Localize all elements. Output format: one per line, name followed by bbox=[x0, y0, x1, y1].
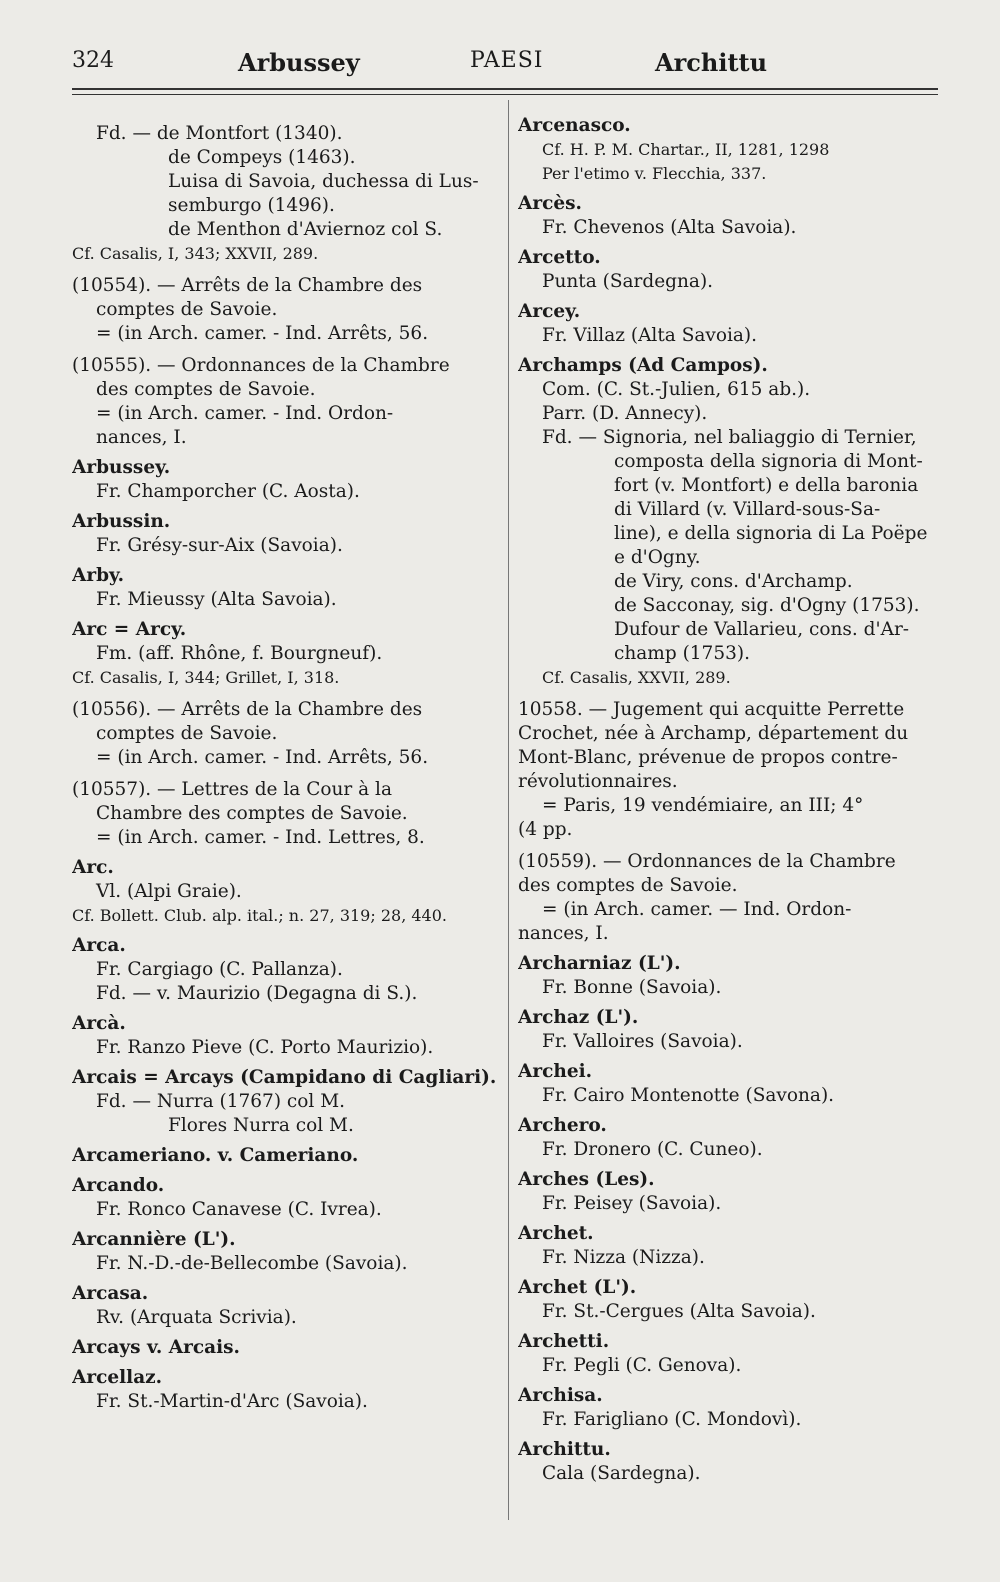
entry-line: = (in Arch. camer. - Ind. Arrêts, 56. bbox=[96, 747, 429, 768]
document-record bbox=[72, 698, 502, 770]
entry-line: Chambre des comptes de Savoie. bbox=[96, 803, 408, 824]
entry-line: (10555). — Ordonnances de la Chambre bbox=[72, 355, 450, 376]
entry-line: révolutionnaires. bbox=[518, 771, 678, 792]
entry-headword: Archero. bbox=[518, 1115, 607, 1136]
gazetteer-entry bbox=[518, 1060, 943, 1108]
entry-headword: Arcellaz. bbox=[72, 1367, 163, 1388]
header-rule-thin bbox=[72, 94, 938, 95]
entry-line: des comptes de Savoie. bbox=[96, 379, 316, 400]
entry-line: de Viry, cons. d'Archamp. bbox=[614, 571, 853, 592]
gazetteer-entry bbox=[518, 192, 943, 240]
entry-headword: Archarniaz (L'). bbox=[518, 953, 681, 974]
gazetteer-entry bbox=[72, 456, 502, 504]
entry-headword: Arcameriano. v. Cameriano. bbox=[72, 1145, 359, 1166]
entry-line: nances, I. bbox=[518, 923, 609, 944]
entry-line: Mont-Blanc, prévenue de propos contre- bbox=[518, 747, 898, 768]
entry-headword: Arca. bbox=[72, 935, 126, 956]
gazetteer-entry bbox=[72, 564, 502, 612]
entry-line: Punta (Sardegna). bbox=[542, 271, 714, 292]
entry-line: Fr. Farigliano (C. Mondovì). bbox=[542, 1409, 802, 1430]
running-header bbox=[0, 48, 1000, 82]
gazetteer-entry bbox=[72, 934, 502, 1006]
entry-headword: Archamps (Ad Campos). bbox=[518, 355, 768, 376]
entry-line: Fr. Chevenos (Alta Savoia). bbox=[542, 217, 797, 238]
gazetteer-entry bbox=[72, 618, 502, 690]
entry-line: Fr. Villaz (Alta Savoia). bbox=[542, 325, 758, 346]
left-running-head: Arbussey bbox=[238, 48, 360, 77]
document-record bbox=[72, 778, 502, 850]
entry-line: line), e della signoria di La Poëpe bbox=[614, 523, 928, 544]
document-record bbox=[518, 698, 943, 842]
entry-headword: Arcenasco. bbox=[518, 115, 631, 136]
gazetteer-entry bbox=[72, 1144, 502, 1168]
left-column bbox=[72, 114, 502, 1420]
gazetteer-entry bbox=[72, 1174, 502, 1222]
entry-headword: Arbussey. bbox=[72, 457, 171, 478]
entry-line: Flores Nurra col M. bbox=[168, 1115, 354, 1136]
reference-line: Per l'etimo v. Flecchia, 337. bbox=[542, 164, 767, 183]
section-title: PAESI bbox=[470, 48, 544, 73]
reference-line: Cf. Bollett. Club. alp. ital.; n. 27, 319; 28, 440. bbox=[72, 906, 447, 925]
gazetteer-entry bbox=[72, 1228, 502, 1276]
entry-headword: Archet. bbox=[518, 1223, 594, 1244]
right-column bbox=[518, 114, 943, 1492]
entry-headword: Archetti. bbox=[518, 1331, 610, 1352]
entry-line: (10554). — Arrêts de la Chambre des bbox=[72, 275, 423, 296]
gazetteer-entry bbox=[518, 1330, 943, 1378]
gazetteer-entry bbox=[518, 1222, 943, 1270]
gazetteer-entry bbox=[518, 952, 943, 1000]
entry-line: Fr. Champorcher (C. Aosta). bbox=[96, 481, 360, 502]
entry-line: Fr. Cargiago (C. Pallanza). bbox=[96, 959, 343, 980]
entry-line: Fr. Grésy-sur-Aix (Savoia). bbox=[96, 535, 343, 556]
reference-line: Cf. H. P. M. Chartar., II, 1281, 1298 bbox=[542, 140, 830, 159]
gazetteer-entry bbox=[72, 1066, 502, 1138]
entry-line: nances, I. bbox=[96, 427, 187, 448]
gazetteer-entry bbox=[518, 300, 943, 348]
entry-line: Fd. — de Montfort (1340). bbox=[96, 123, 343, 144]
entry-headword: Arcetto. bbox=[518, 247, 601, 268]
entry-headword: Archei. bbox=[518, 1061, 593, 1082]
header-rule bbox=[72, 88, 938, 90]
entry-line: (4 pp. bbox=[518, 819, 573, 840]
entry-headword: Arc = Arcy. bbox=[72, 619, 187, 640]
entry-line: Fr. Dronero (C. Cuneo). bbox=[542, 1139, 763, 1160]
entry-headword: Arcasa. bbox=[72, 1283, 149, 1304]
entry-line: comptes de Savoie. bbox=[96, 723, 278, 744]
entry-line: (10557). — Lettres de la Cour à la bbox=[72, 779, 392, 800]
entry-line: Dufour de Vallarieu, cons. d'Ar- bbox=[614, 619, 910, 640]
entry-line: Fd. — Nurra (1767) col M. bbox=[96, 1091, 346, 1112]
entry-line: = (in Arch. camer. — Ind. Ordon- bbox=[542, 899, 852, 920]
entry-line: Rv. (Arquata Scrivia). bbox=[96, 1307, 297, 1328]
entry-headword: Archittu. bbox=[518, 1439, 611, 1460]
gazetteer-entry bbox=[518, 354, 943, 690]
entry-headword: Arches (Les). bbox=[518, 1169, 655, 1190]
entry-headword: Arc. bbox=[72, 857, 114, 878]
entry-line: Com. (C. St.-Julien, 615 ab.). bbox=[542, 379, 811, 400]
gazetteer-entry bbox=[72, 1282, 502, 1330]
gazetteer-entry bbox=[72, 856, 502, 928]
entry-headword: Arcès. bbox=[518, 193, 582, 214]
gazetteer-entry bbox=[518, 1276, 943, 1324]
column-divider bbox=[508, 100, 509, 1520]
entry-line: comptes de Savoie. bbox=[96, 299, 278, 320]
entry-headword: Arcà. bbox=[72, 1013, 126, 1034]
entry-line: Fr. Bonne (Savoia). bbox=[542, 977, 722, 998]
document-record bbox=[518, 850, 943, 946]
page-number: 324 bbox=[72, 48, 114, 73]
entry-line: = (in Arch. camer. - Ind. Arrêts, 56. bbox=[96, 323, 429, 344]
entry-line: (10559). — Ordonnances de la Chambre bbox=[518, 851, 896, 872]
entry-line: Fr. Peisey (Savoia). bbox=[542, 1193, 722, 1214]
entry-line: Vl. (Alpi Graie). bbox=[96, 881, 242, 902]
entry-line: Fr. St.-Martin-d'Arc (Savoia). bbox=[96, 1391, 368, 1412]
entry-line: de Menthon d'Aviernoz col S. bbox=[168, 219, 443, 240]
entry-line: = Paris, 19 vendémiaire, an III; 4° bbox=[542, 795, 864, 816]
reference-line: Cf. Casalis, I, 344; Grillet, I, 318. bbox=[72, 668, 340, 687]
entry-line: Luisa di Savoia, duchessa di Lus- bbox=[168, 171, 479, 192]
entry-line: Fr. Valloires (Savoia). bbox=[542, 1031, 743, 1052]
gazetteer-entry bbox=[72, 1336, 502, 1360]
gazetteer-entry bbox=[518, 1384, 943, 1432]
right-running-head: Archittu bbox=[655, 48, 768, 77]
entry-line: Fd. — Signoria, nel baliaggio di Ternier, bbox=[542, 427, 917, 448]
entry-line: composta della signoria di Mont- bbox=[614, 451, 923, 472]
entry-headword: Arbussin. bbox=[72, 511, 171, 532]
entry-headword: Arcey. bbox=[518, 301, 581, 322]
entry-line: Fr. Ronco Canavese (C. Ivrea). bbox=[96, 1199, 382, 1220]
gazetteer-entry bbox=[518, 246, 943, 294]
gazetteer-entry bbox=[72, 1012, 502, 1060]
entry-headword: Archisa. bbox=[518, 1385, 603, 1406]
entry-line: de Compeys (1463). bbox=[168, 147, 356, 168]
entry-line: Cala (Sardegna). bbox=[542, 1463, 701, 1484]
reference-line: Cf. Casalis, XXVII, 289. bbox=[542, 668, 731, 687]
entry-headword: Archaz (L'). bbox=[518, 1007, 639, 1028]
gazetteer-entry bbox=[518, 1438, 943, 1486]
entry-headword: Arcannière (L'). bbox=[72, 1229, 236, 1250]
entry-headword: Arcando. bbox=[72, 1175, 165, 1196]
entry-line: Fr. Nizza (Nizza). bbox=[542, 1247, 705, 1268]
document-record bbox=[72, 354, 502, 450]
entry-line: Fd. — v. Maurizio (Degagna di S.). bbox=[96, 983, 418, 1004]
entry-line: Fr. Mieussy (Alta Savoia). bbox=[96, 589, 337, 610]
entry-headword: Archet (L'). bbox=[518, 1277, 637, 1298]
gazetteer-entry bbox=[72, 510, 502, 558]
document-record bbox=[72, 122, 502, 266]
entry-line: (10556). — Arrêts de la Chambre des bbox=[72, 699, 423, 720]
entry-line: = (in Arch. camer. - Ind. Ordon- bbox=[96, 403, 394, 424]
entry-headword: Arcays v. Arcais. bbox=[72, 1337, 240, 1358]
entry-line: fort (v. Montfort) e della baronia bbox=[614, 475, 919, 496]
reference-line: Cf. Casalis, I, 343; XXVII, 289. bbox=[72, 244, 319, 263]
entry-line: Fr. N.-D.-de-Bellecombe (Savoia). bbox=[96, 1253, 408, 1274]
entry-line: Fm. (aff. Rhône, f. Bourgneuf). bbox=[96, 643, 383, 664]
entry-line: 10558. — Jugement qui acquitte Perrette bbox=[518, 699, 905, 720]
entry-line: di Villard (v. Villard-sous-Sa- bbox=[614, 499, 881, 520]
document-record bbox=[72, 274, 502, 346]
entry-line: Fr. Ranzo Pieve (C. Porto Maurizio). bbox=[96, 1037, 434, 1058]
entry-line: Fr. Pegli (C. Genova). bbox=[542, 1355, 742, 1376]
entry-line: semburgo (1496). bbox=[168, 195, 335, 216]
gazetteer-entry bbox=[72, 1366, 502, 1414]
gazetteer-entry bbox=[518, 1168, 943, 1216]
entry-line: Fr. Cairo Montenotte (Savona). bbox=[542, 1085, 835, 1106]
entry-line: Fr. St.-Cergues (Alta Savoia). bbox=[542, 1301, 816, 1322]
entry-line: Crochet, née à Archamp, département du bbox=[518, 723, 909, 744]
gazetteer-entry bbox=[518, 1114, 943, 1162]
entry-line: champ (1753). bbox=[614, 643, 750, 664]
entry-headword: Arby. bbox=[72, 565, 125, 586]
entry-headword: Arcais = Arcays (Campidano di Cagliari). bbox=[72, 1067, 497, 1088]
entry-line: = (in Arch. camer. - Ind. Lettres, 8. bbox=[96, 827, 425, 848]
gazetteer-entry bbox=[518, 1006, 943, 1054]
entry-line: des comptes de Savoie. bbox=[518, 875, 738, 896]
gazetteer-entry bbox=[518, 114, 943, 186]
entry-line: Parr. (D. Annecy). bbox=[542, 403, 708, 424]
entry-line: e d'Ogny. bbox=[614, 547, 701, 568]
entry-line: de Sacconay, sig. d'Ogny (1753). bbox=[614, 595, 920, 616]
